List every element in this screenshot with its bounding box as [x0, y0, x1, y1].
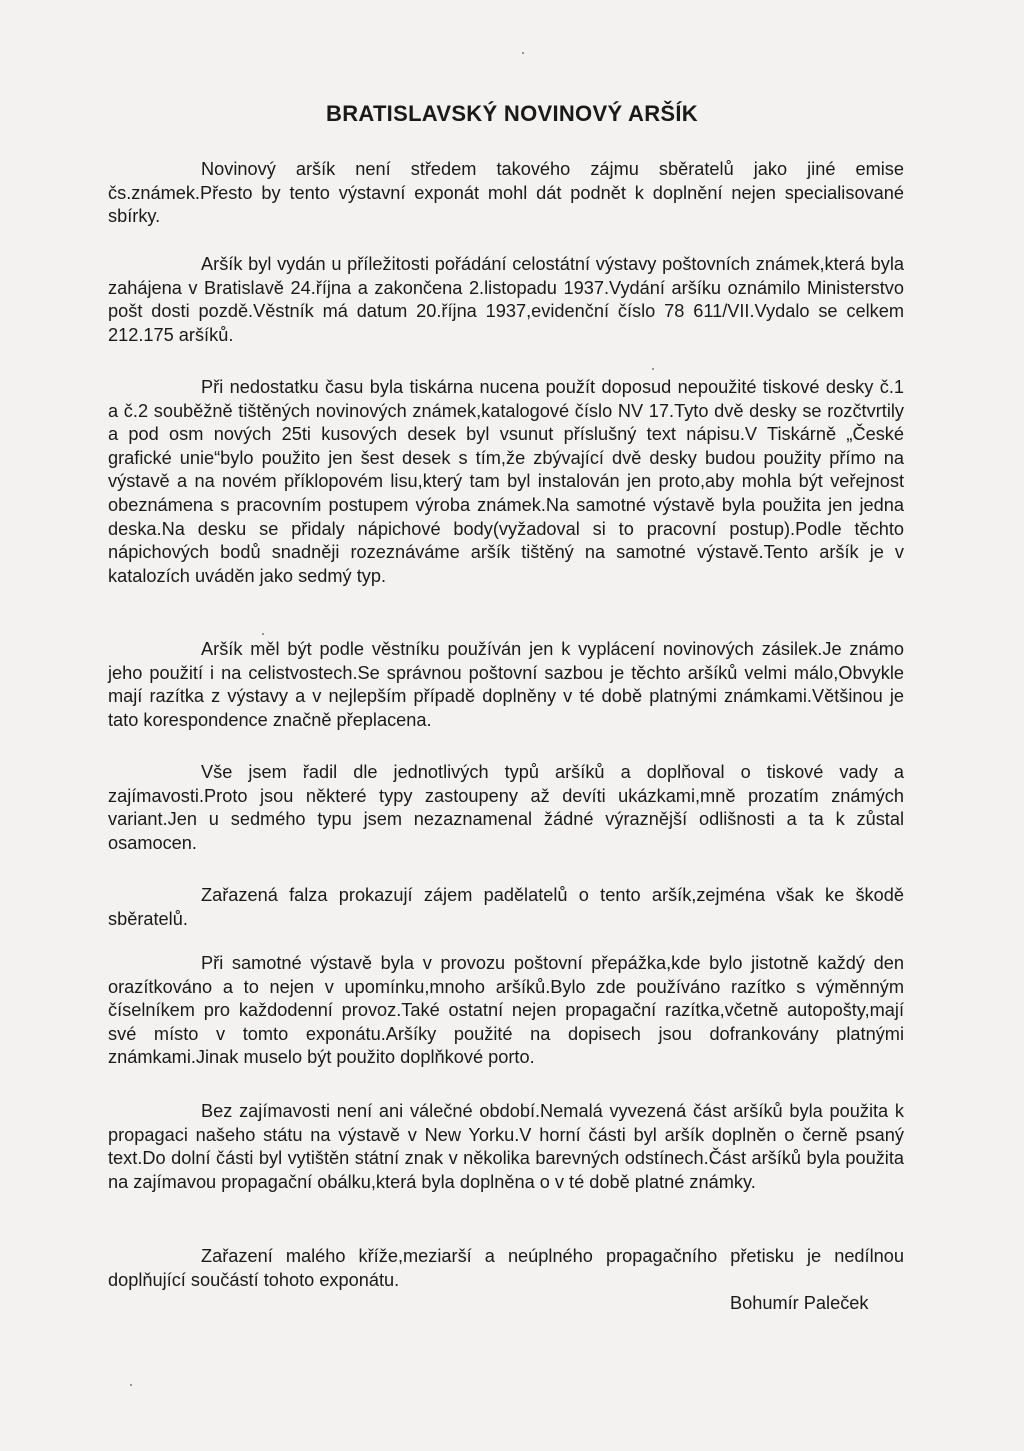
scan-speck [130, 1384, 132, 1386]
paragraph-usage: Aršík měl být podle věstníku používán jen k vyplácení novinových zásilek.Je známo jeho použití i na celistvostech.Se správnou poštovní sazbou je těchto aršíků velmi málo,Obvykle mají razítka z výstavy a v nejlepším případě doplněny v té době platnými známkami.Většinou je tato korespondence značně přeplacena. [108, 639, 904, 730]
author-signature: Bohumír Paleček [730, 1293, 869, 1313]
paragraph-closing: Zařazení malého kříže,meziarší a neúplného propagačního přetisku je nedílnou doplňující součástí tohoto exponátu. [108, 1246, 904, 1290]
paragraph-wartime: Bez zajímavosti není ani válečné období.Nemalá vyvezená část aršíků byla použita k propagaci našeho státu na výstavě v New Yorku.V horní části byl aršík doplněn o černě psaný text.Do dolní části byl vytištěn státní znak v několika barevných odstínech.Část aršíků byla použita na zajímavou propagační obálku,která byla doplněna o v té době platné známky. [108, 1101, 904, 1192]
scan-speck [652, 368, 654, 370]
paragraph-intro: Novinový aršík není středem takového zájmu sběratelů jako jiné emise čs.známek.Přesto by tento výstavní exponát mohl dát podnět k doplnění nejen specialisované sbírky. [108, 159, 904, 227]
page-title: BRATISLAVSKÝ NOVINOVÝ ARŠÍK [326, 101, 698, 126]
scan-speck [522, 52, 524, 54]
paragraph-issue: Aršík byl vydán u příležitosti pořádání celostátní výstavy poštovních známek,která byla zahájena v Bratislavě 24.října a zakončena 2.listopadu 1937.Vydání aršíku oznámilo Ministerstvo pošt dosti pozdě.Věstník má datum 20.října 1937,evidenční číslo 78 611/VII.Vydalo se celkem 212.175 aršíků. [108, 254, 904, 345]
paragraph-types: Vše jsem řadil dle jednotlivých typů aršíků a doplňoval o tiskové vady a zajímavosti.Proto jsou některé typy zastoupeny až devíti ukázkami,mně prozatím známých variant.Jen u sedmého typu jsem nezaznamenal žádné výraznější odlišnosti a ta k zůstal osamocen. [108, 762, 904, 853]
scan-speck [262, 633, 264, 635]
paragraph-printing: Při nedostatku času byla tiskárna nucena použít doposud nepoužité tiskové desky č.1 a č.2 souběžně tištěných novinových známek,katalogové číslo NV 17.Tyto dvě desky se rozčtvrtily a pod osm nových 25ti kusových desek byl vsunut příslušný text nápisu.V Tiskárně „České grafické unie“bylo použito jen šest desek s tím,že zbývající dvě desky budou použity přímo na výstavě a na novém příklopovém lisu,který tam byl instalován jen proto,aby mohla být veřejnost obeznámena s pracovním postupem výroba známek.Na samotné výstavě byla použita jen jedna deska.Na desku se přidaly nápichové body(vyžadoval si to pracovní postup).Podle těchto nápichových bodů snadněji rozeznáváme aršík tištěný na samotné výstavě.Tento aršík je v katalozích uváděn jako sedmý typ. [108, 377, 904, 586]
paragraph-forgeries: Zařazená falza prokazují zájem padělatelů o tento aršík,zejména však ke škodě sběratelů. [108, 885, 904, 929]
paragraph-postmarks: Při samotné výstavě byla v provozu poštovní přepážka,kde bylo jistotně každý den orazítkováno a to nejen v upomínku,mnoho aršíků.Bylo zde používáno razítko s výměnným číselníkem pro každodenní provoz.Také ostatní nejen propagační razítka,včetně autopošty,mají své místo v tomto exponátu.Aršíky použité na dopisech jsou dofrankovány platnými známkami.Jinak muselo být použito doplňkové porto. [108, 953, 904, 1068]
